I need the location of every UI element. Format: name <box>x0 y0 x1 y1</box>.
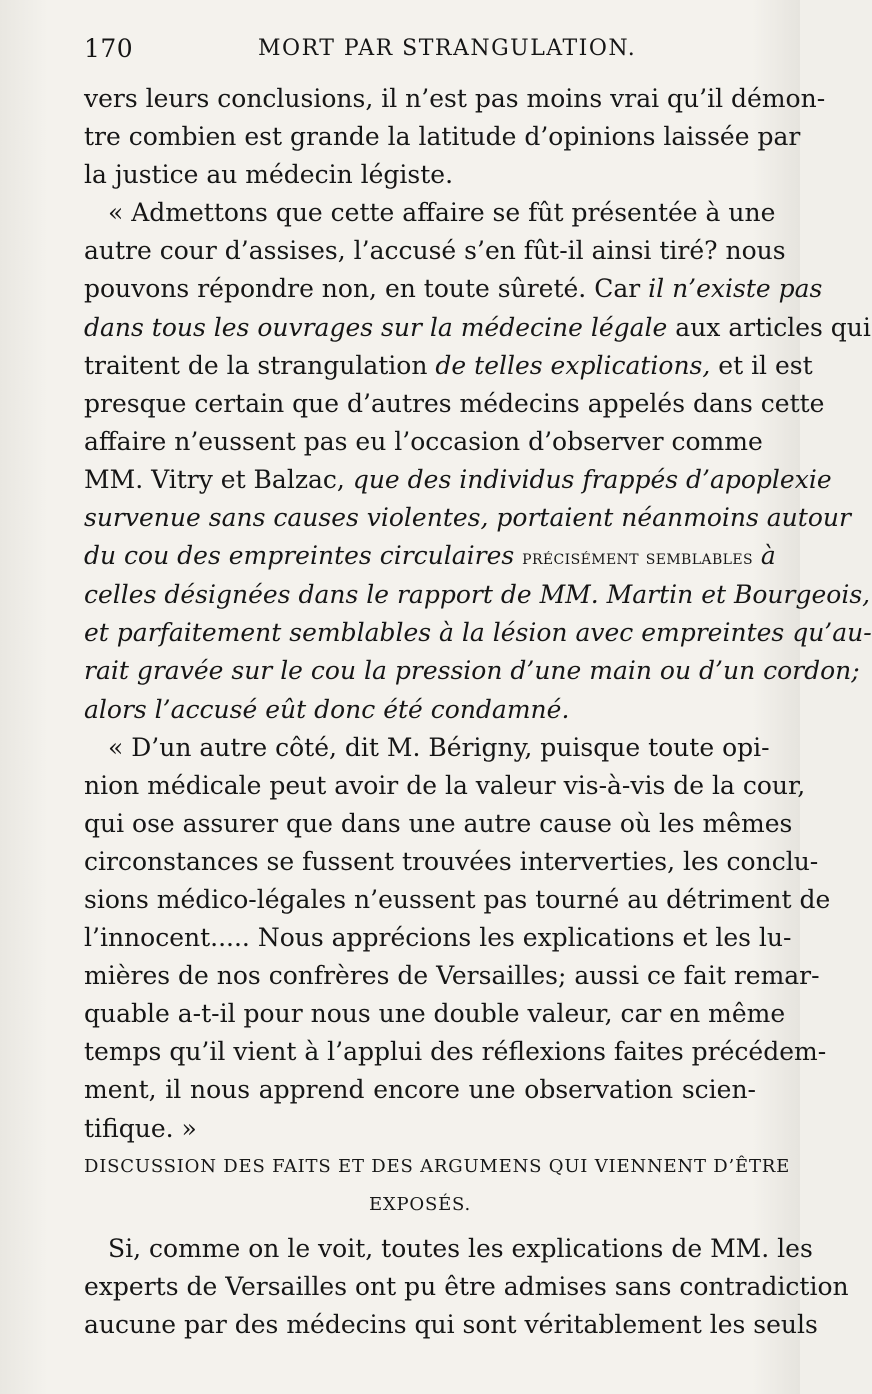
text-line: aucune par des médecins qui sont véritablement les seuls <box>84 1309 818 1339</box>
text-line <box>84 691 756 729</box>
text-line: presque certain que d’autres médecins appelés dans cette <box>84 388 825 418</box>
text-line: tifique. » <box>84 1113 197 1143</box>
section-heading-line: DISCUSSION DES FAITS ET DES ARGUMENS QUI VIENNENT D’ÊTRE <box>84 1155 791 1177</box>
text-line <box>84 309 871 347</box>
italic-run: du cou des empreintes circulaires <box>84 541 523 571</box>
text-line <box>84 537 776 576</box>
paragraph-quote-berigny <box>84 729 831 1148</box>
italic-run: celles désignées dans le rapport de MM. Martin et Bourgeois, <box>84 580 871 610</box>
text-line <box>84 499 851 537</box>
section-heading-line: EXPOSÉS. <box>368 1193 472 1215</box>
italic-run: rait gravée sur le cou la pression d’une main ou d’un cordon; <box>84 656 860 686</box>
italic-run: de telles explications, <box>435 350 711 380</box>
italic-run: survenue sans causes violentes, portaient néanmoins autour <box>84 503 851 533</box>
page-number: 170 <box>84 34 134 63</box>
running-head <box>84 34 760 74</box>
paragraph-discussion <box>84 1230 849 1344</box>
paragraph-continuation <box>84 80 826 194</box>
text-run: pouvons répondre non, en toute sûreté. Car <box>84 274 649 304</box>
text-line: ment, il nous apprend encore une observation scien- <box>84 1075 756 1105</box>
small-caps-run: précisément semblables <box>522 545 753 570</box>
text-line <box>84 270 823 308</box>
text-run: traitent de la strangulation <box>84 350 436 380</box>
text-line: temps qu’il vient à l’applui des réflexions faites précédem- <box>84 1037 827 1067</box>
text-line: la justice au médecin légiste. <box>84 160 454 190</box>
body-text <box>84 80 872 1344</box>
text-line: qui ose assurer que dans une autre cause où les mêmes <box>84 808 793 838</box>
text-line <box>84 461 832 499</box>
text-line: affaire n’eussent pas eu l’occasion d’observer comme <box>84 426 763 456</box>
text-line <box>84 576 871 614</box>
italic-run: et parfaitement semblables à la lésion avec empreintes qu’au- <box>84 618 872 648</box>
text-line: Si, comme on le voit, toutes les explications de MM. les <box>108 1233 813 1263</box>
italic-run: alors l’accusé eût donc été condamné. <box>84 694 570 724</box>
italic-run: à <box>752 541 776 571</box>
italic-run: il n’existe pas <box>648 274 823 304</box>
text-line: « Admettons que cette affaire se fût présentée à une <box>108 198 776 228</box>
text-line: vers leurs conclusions, il n’est pas moins vrai qu’il démon- <box>84 84 826 113</box>
paragraph-quote-admettons <box>84 194 872 728</box>
text-line: circonstances se fussent trouvées interverties, les conclu- <box>84 846 819 876</box>
text-line <box>84 347 813 385</box>
text-line <box>84 614 872 652</box>
italic-run: que des individus frappés d’apoplexie <box>352 464 832 494</box>
text-run: MM. Vitry et Balzac, <box>84 464 353 494</box>
text-run: aux articles qui <box>667 312 871 342</box>
text-run: et il est <box>710 350 813 380</box>
text-line <box>84 652 860 690</box>
running-title: MORT PAR STRANGULATION. <box>258 36 637 61</box>
text-line: quable a-t-il pour nous une double valeur, car en même <box>84 999 786 1029</box>
text-line: « D’un autre côté, dit M. Bérigny, puisque toute opi- <box>108 732 770 762</box>
text-line: nion médicale peut avoir de la valeur vis-à-vis de la cour, <box>84 770 806 800</box>
text-line: tre combien est grande la latitude d’opinions laissée par <box>84 122 801 152</box>
italic-run: dans tous les ouvrages sur la médecine légale <box>84 312 668 342</box>
section-heading <box>84 1148 791 1224</box>
text-line: mières de nos confrères de Versailles; aussi ce fait remar- <box>84 961 820 991</box>
text-line: experts de Versailles ont pu être admises sans contradiction <box>84 1271 849 1301</box>
text-line: l’innocent..... Nous apprécions les explications et les lu- <box>84 923 792 953</box>
text-line: sions médico-légales n’eussent pas tourné au détriment de <box>84 884 831 914</box>
text-line: autre cour d’assises, l’accusé s’en fût-il ainsi tiré? nous <box>84 236 786 266</box>
